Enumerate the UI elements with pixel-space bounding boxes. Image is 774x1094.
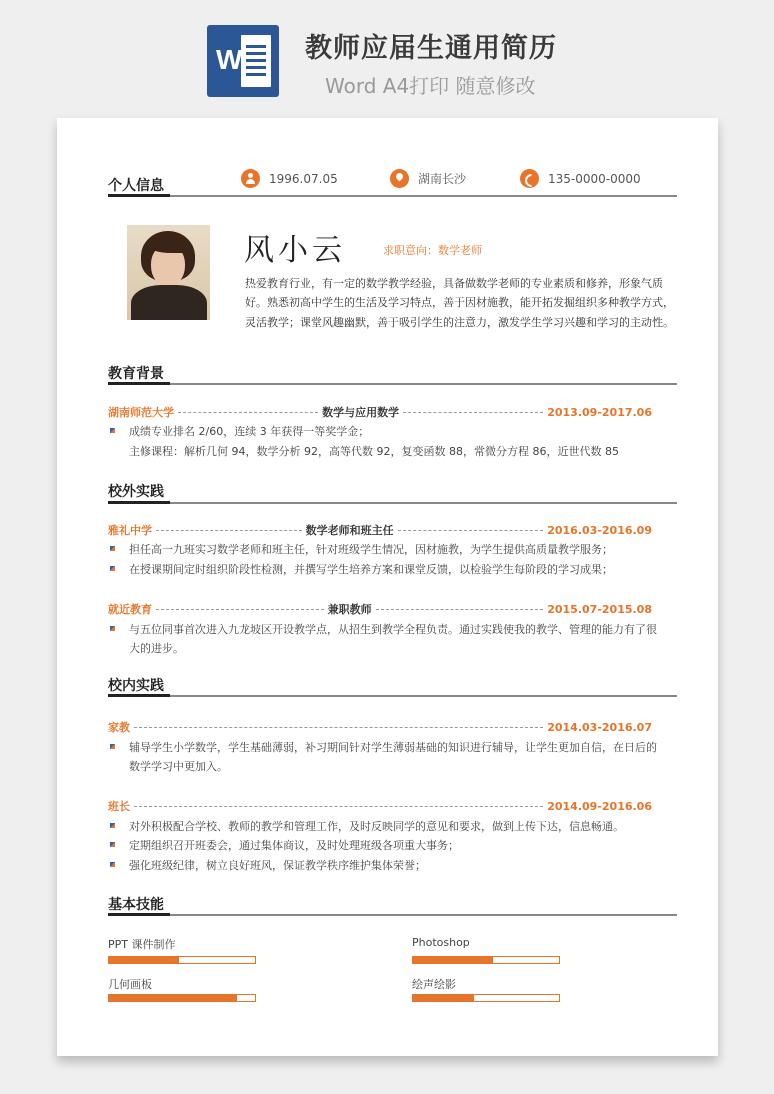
skill-bar: [108, 956, 256, 964]
birth-info: [241, 169, 338, 188]
skill-name: Photoshop: [412, 936, 470, 949]
user-icon: [241, 169, 260, 188]
internal-entry-header: [108, 798, 652, 814]
birth-date: 1996.07.05: [269, 171, 338, 186]
self-introduction: 热爱教育行业，有一定的数学教学经验，具备做数学老师的专业素质和修养，形象气质好。熟悉初高中学生的生活及学习特点，善于因材施教，能开拓发掘组织多种教学方式，灵活教学；课堂风趣幽默，善于吸引学生的注意力，激发学生学习兴趣和学习的主动性。: [245, 277, 674, 329]
entry-date: 2014.09-2016.06: [547, 799, 652, 813]
word-logo-letter: W: [216, 44, 243, 75]
section-title-education: 教育背景: [108, 366, 164, 382]
list-item: 辅导学生小学数学，学生基础薄弱，补习期间针对学生薄弱基础的知识进行辅导，让学生更加自信，在日后的数学学习中更加入。: [108, 738, 663, 777]
education-date: 2013.09-2017.06: [547, 405, 652, 419]
list-item: 在授课期间定时组织阶段性检测，并撰写学生培养方案和课堂反馈，以检验学生每阶段的学习成果；: [108, 560, 668, 579]
org-name: 班长: [108, 800, 130, 813]
section-divider: [108, 502, 677, 504]
avatar: [127, 225, 210, 320]
phone-number: 135-0000-0000: [548, 171, 641, 186]
entry-date: 2016.03-2016.09: [547, 523, 652, 537]
banner-title: 教师应届生通用简历: [305, 33, 557, 64]
role-name: 兼职教师: [327, 603, 372, 616]
section-divider: [108, 695, 677, 697]
list-item: 对外积极配合学校、教师的教学和管理工作，及时反映同学的意见和要求，做到上传下达，信息畅通。: [108, 817, 668, 836]
phone-info: [520, 169, 641, 188]
list-item: 强化班级纪律，树立良好班风，保证教学秩序维护集体荣誉；: [108, 856, 668, 875]
list-item: 主修课程：解析几何 94，数学分析 92，高等代数 92，复变函数 88，常微分方程 86，近世代数 85: [129, 445, 619, 458]
candidate-name: 风小云: [244, 233, 346, 268]
word-logo-icon: [207, 25, 279, 97]
location-text: 湖南长沙: [418, 172, 467, 186]
skill-name: 绘声绘影: [412, 978, 456, 991]
phone-icon: [520, 169, 539, 188]
section-divider: [108, 383, 677, 385]
section-title-internal: 校内实践: [108, 678, 164, 694]
skill-bar: [108, 994, 256, 1002]
section-title-personal: 个人信息: [108, 178, 164, 194]
major-name: 数学与应用数学: [322, 406, 400, 419]
education-entry-header: [108, 404, 652, 420]
entry-date: 2014.03-2016.07: [547, 720, 652, 734]
list-item: 担任高一九班实习数学老师和班主任，针对班级学生情况，因材施教，为学生提供高质量教学服务；: [108, 540, 668, 559]
list-item: 定期组织召开班委会，通过集体商议，及时处理班级各项重大事务；: [108, 836, 668, 855]
skill-name: 几何画板: [108, 978, 152, 991]
org-name: 就近教育: [108, 603, 152, 616]
role-name: 数学老师和班主任: [305, 524, 394, 537]
entry-date: 2015.07-2015.08: [547, 602, 652, 616]
banner-subtitle: Word A4打印 随意修改: [325, 74, 536, 98]
section-title-skills: 基本技能: [108, 897, 164, 913]
org-name: 雅礼中学: [108, 524, 152, 537]
external-entry-header: [108, 601, 652, 617]
list-item: 与五位同事首次进入九龙坡区开设教学点，从招生到教学全程负责。通过实践使我的教学、管理的能力有了很大的进步。: [108, 620, 663, 659]
section-divider: [108, 195, 677, 197]
job-intent: 求职意向：数学老师: [383, 244, 482, 257]
org-name: 家教: [108, 721, 130, 734]
skill-bar: [412, 994, 560, 1002]
internal-entry-header: [108, 719, 652, 735]
location-pin-icon: [390, 169, 409, 188]
skill-name: PPT 课件制作: [108, 938, 176, 951]
section-title-external: 校外实践: [108, 484, 164, 500]
skill-bar: [412, 956, 560, 964]
section-divider: [108, 914, 677, 916]
list-item: 成绩专业排名 2/60，连续 3 年获得一等奖学金；: [108, 422, 668, 441]
resume-page: [57, 118, 718, 1056]
location-info: [390, 169, 466, 188]
school-name: 湖南师范大学: [108, 406, 174, 419]
external-entry-header: [108, 522, 652, 538]
banner: [0, 0, 774, 112]
